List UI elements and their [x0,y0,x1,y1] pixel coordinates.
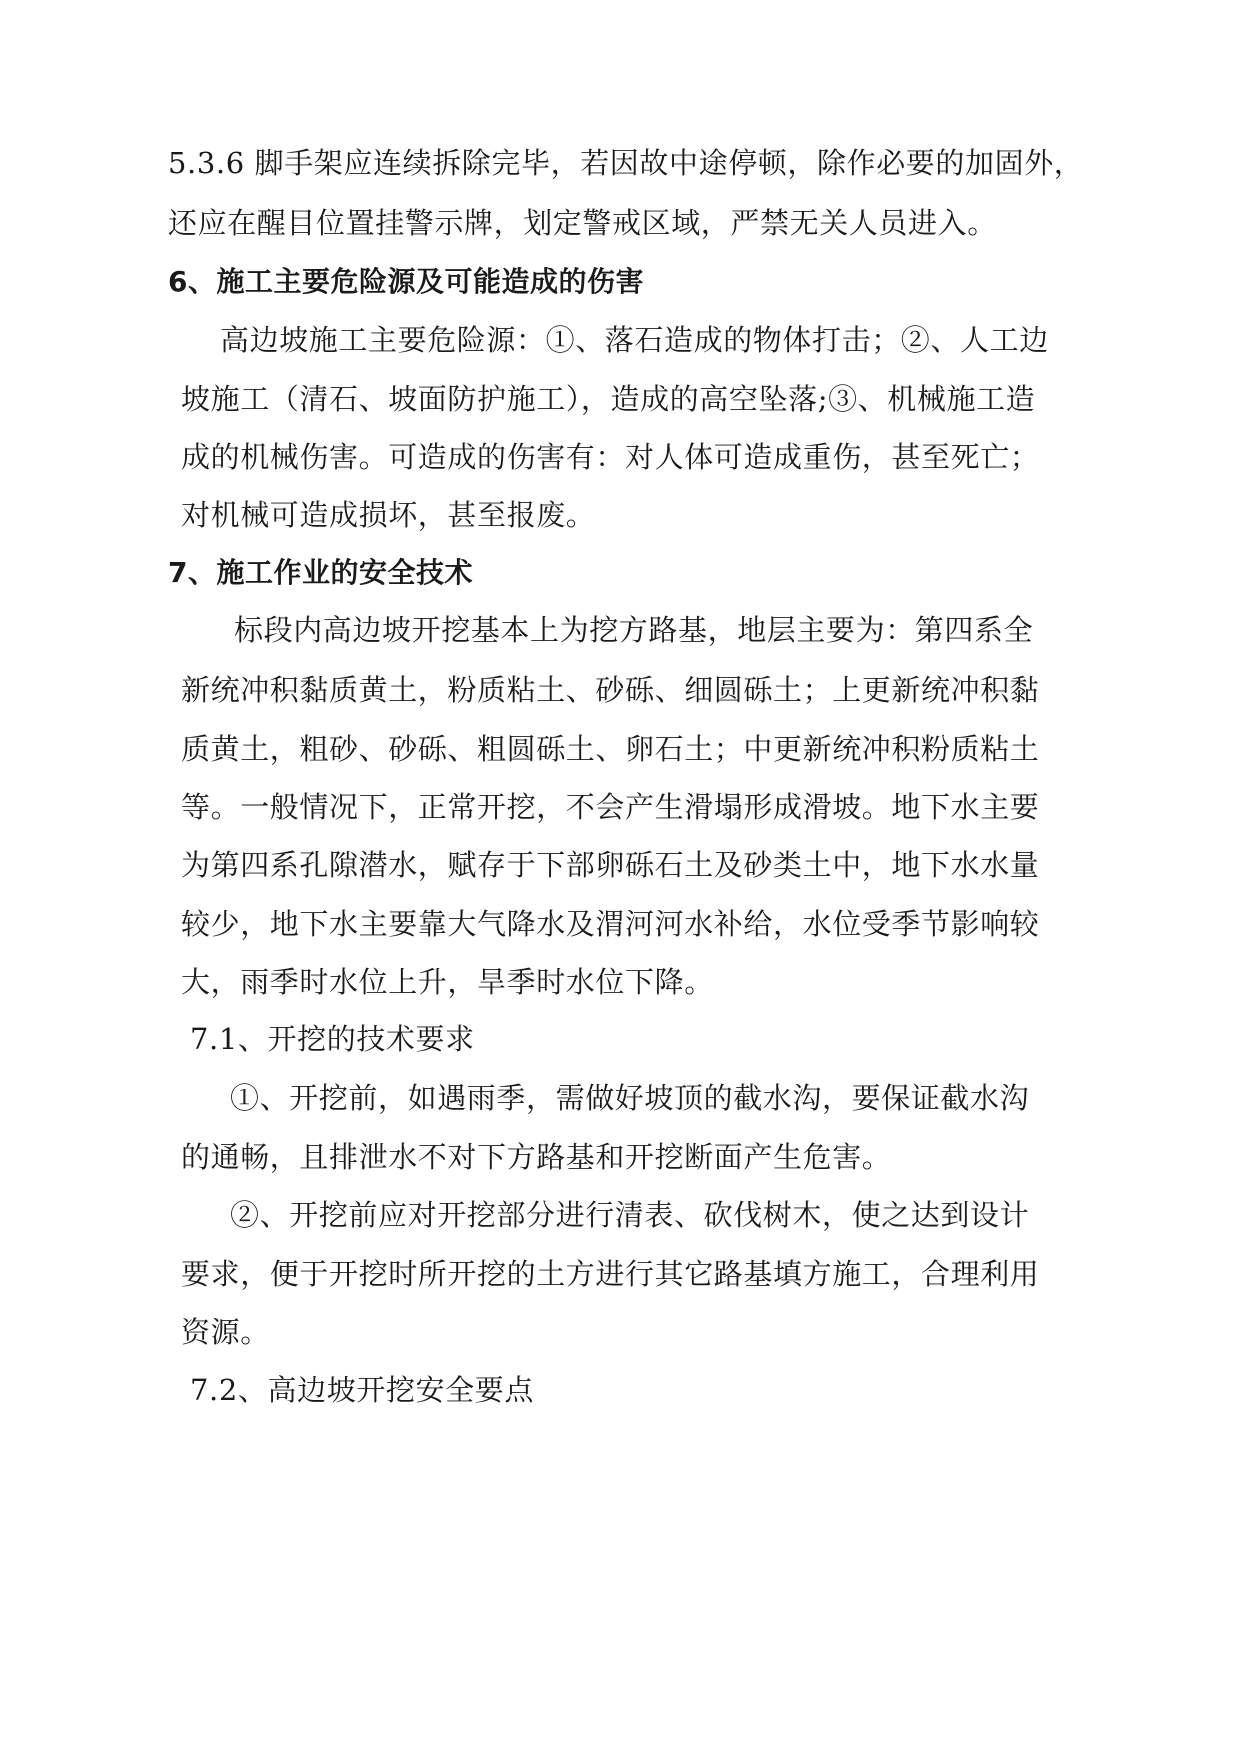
text-line: 对机械可造成损坏，甚至报废。 [181,498,596,532]
subsection-heading: 7.2、高边坡开挖安全要点 [190,1373,534,1407]
text-line: 5.3.6 脚手架应连续拆除完毕，若因故中途停顿，除作必要的加固外， [168,146,1084,180]
text-line: 新统冲积黏质黄土，粉质粘土、砂砾、细圆砾土；上更新统冲积黏 [181,673,1040,707]
text-line: ①、开挖前，如遇雨季，需做好坡顶的截水沟，要保证截水沟 [230,1081,1030,1115]
section-heading: 7、施工作业的安全技术 [168,556,473,589]
text-line: 标段内高边坡开挖基本上为挖方路基，地层主要为：第四系全 [234,613,1034,647]
text-line: 坡施工（清石、坡面防护施工），造成的高空坠落;③、机械施工造 [181,382,1036,416]
subsection-heading: 7.1、开挖的技术要求 [190,1022,475,1056]
section-heading: 6、施工主要危险源及可能造成的伤害 [168,265,644,298]
text-line: 大，雨季时水位上升，旱季时水位下降。 [181,965,714,999]
text-line: 要求，便于开挖时所开挖的土方进行其它路基填方施工，合理利用 [181,1257,1040,1291]
text-line: 高边坡施工主要危险源：①、落石造成的物体打击；②、人工边 [220,323,1049,357]
text-line: 为第四系孔隙潜水，赋存于下部卵砾石土及砂类土中，地下水水量 [181,848,1040,882]
text-line: 较少，地下水主要靠大气降水及渭河河水补给，水位受季节影响较 [181,907,1040,941]
text-line: 还应在醒目位置挂警示牌，划定警戒区域，严禁无关人员进入。 [168,206,997,240]
text-line: 等。一般情况下，正常开挖，不会产生滑塌形成滑坡。地下水主要 [181,790,1040,824]
text-line: ②、开挖前应对开挖部分进行清表、砍伐树木，使之达到设计 [230,1198,1030,1232]
text-line: 的通畅，且排泄水不对下方路基和开挖断面产生危害。 [181,1140,892,1174]
text-line: 质黄土，粗砂、砂砾、粗圆砾土、卵石土；中更新统冲积粉质粘土 [181,732,1040,766]
text-line: 成的机械伤害。可造成的伤害有：对人体可造成重伤，甚至死亡； [181,440,1040,474]
text-line: 资源。 [181,1315,270,1349]
